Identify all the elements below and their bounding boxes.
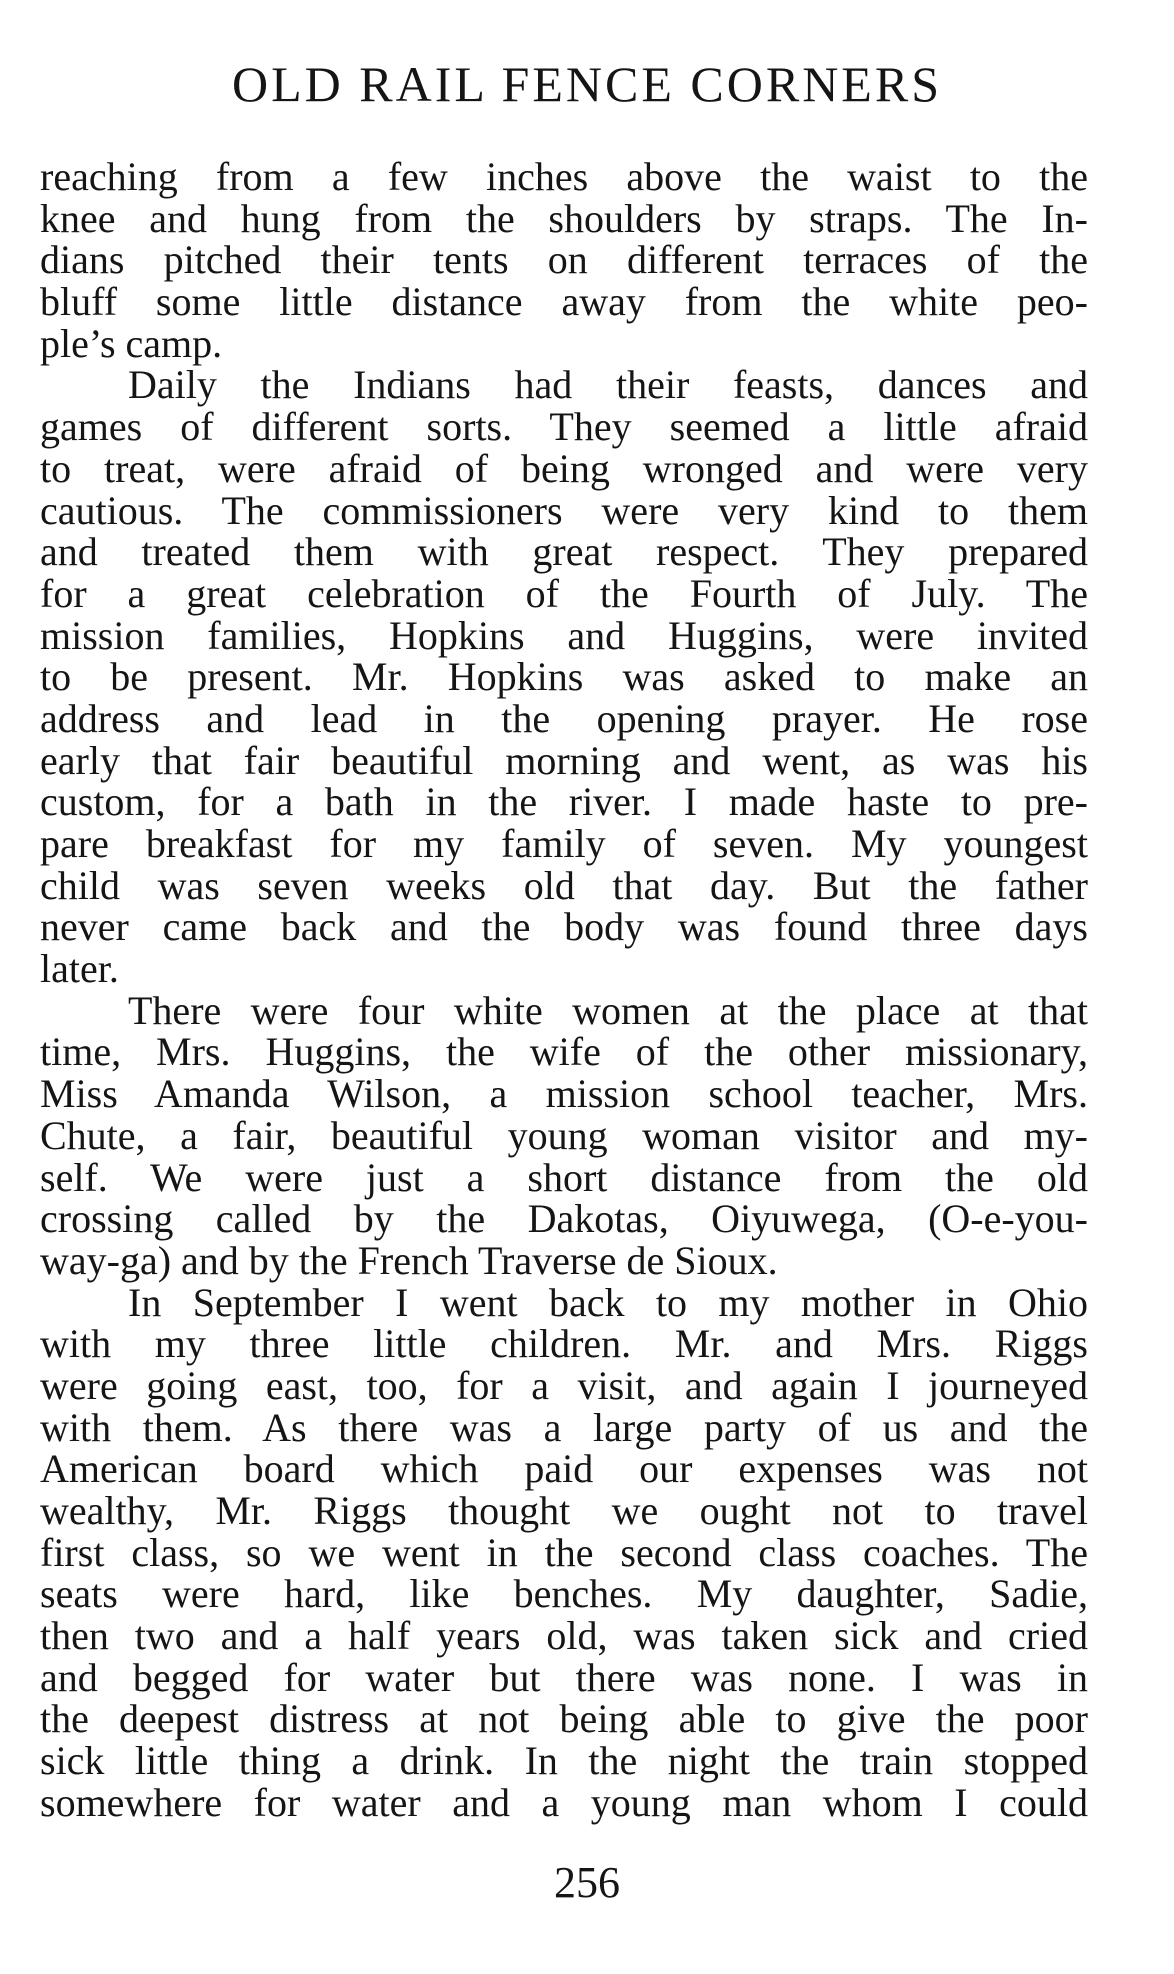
text-line: never came back and the body was found three days [40, 904, 1088, 950]
text-line: were going east, too, for a visit, and again I journeyed [40, 1362, 1088, 1408]
text-line: first class, so we went in the second class coaches. The [40, 1529, 1088, 1575]
text-line: Miss Amanda Wilson, a mission school teacher, Mrs. [40, 1071, 1088, 1117]
text-line: American board which paid our expenses was not [40, 1446, 1088, 1492]
text-line: pare breakfast for my family of seven. My youngest [40, 821, 1088, 866]
text-line: In September I went back to my mother in Ohio [128, 1279, 1088, 1325]
text-line: time, Mrs. Huggins, the wife of the other missionary, [40, 1029, 1088, 1075]
text-line: early that fair beautiful morning and went, as was his [40, 737, 1088, 783]
text-line: way-ga) and by the French Traverse de Sioux. [40, 1237, 778, 1283]
text-line: and begged for water but there was none. I was in [40, 1654, 1088, 1700]
text-line: wealthy, Mr. Riggs thought we ought not to travel [40, 1488, 1088, 1533]
text-line: child was seven weeks old that day. But the father [40, 862, 1088, 908]
text-line: somewhere for water and a young man whom I could [40, 1779, 1088, 1825]
text-line: cautious. The commissioners were very kind to them [40, 487, 1088, 533]
text-line: the deepest distress at not being able to give the poor [40, 1696, 1088, 1742]
paragraph [40, 362, 1088, 992]
page-number: 256 [554, 1858, 620, 1907]
text-line: for a great celebration of the Fourth of July. The [40, 570, 1088, 616]
text-line: There were four white women at the place at that [128, 987, 1088, 1033]
text-line: to treat, were afraid of being wronged and were very [40, 445, 1088, 491]
paragraph [40, 1279, 1088, 1825]
text-line: bluff some little distance away from the white peo- [40, 279, 1088, 325]
text-line: to be present. Mr. Hopkins was asked to make an [40, 654, 1088, 700]
text-line: then two and a half years old, was taken sick and cried [40, 1613, 1088, 1659]
text-line: and treated them with great respect. They prepared [40, 529, 1088, 575]
text-line: dians pitched their tents on different terraces of the [40, 237, 1088, 283]
text-line: sick little thing a drink. In the night the train stopped [40, 1738, 1088, 1784]
text-line: reaching from a few inches above the waist to the [40, 154, 1088, 199]
text-line: games of different sorts. They seemed a little afraid [40, 404, 1088, 450]
body-text [40, 156, 1088, 1824]
text-line: Chute, a fair, beautiful young woman visitor and my- [40, 1112, 1088, 1158]
text-line: Daily the Indians had their feasts, dances and [128, 362, 1088, 408]
paragraph [40, 987, 1088, 1283]
text-line: knee and hung from the shoulders by straps. The In- [40, 195, 1088, 241]
running-head: OLD RAIL FENCE CORNERS [231, 56, 943, 112]
text-line: seats were hard, like benches. My daughter, Sadie, [40, 1571, 1088, 1617]
text-line: crossing called by the Dakotas, Oiyuwega, (O-e-you- [40, 1196, 1088, 1242]
text-line: self. We were just a short distance from the old [40, 1154, 1088, 1200]
paragraph [40, 156, 1088, 364]
text-line: with them. As there was a large party of us and the [40, 1404, 1088, 1450]
text-line: ple’s camp. [40, 320, 223, 366]
text-line: later. [40, 946, 119, 992]
text-line: mission families, Hopkins and Huggins, were invited [40, 612, 1088, 658]
text-line: custom, for a bath in the river. I made haste to pre- [40, 779, 1088, 825]
text-line: with my three little children. Mr. and Mrs. Riggs [40, 1321, 1088, 1367]
text-line: address and lead in the opening prayer. He rose [40, 695, 1088, 741]
